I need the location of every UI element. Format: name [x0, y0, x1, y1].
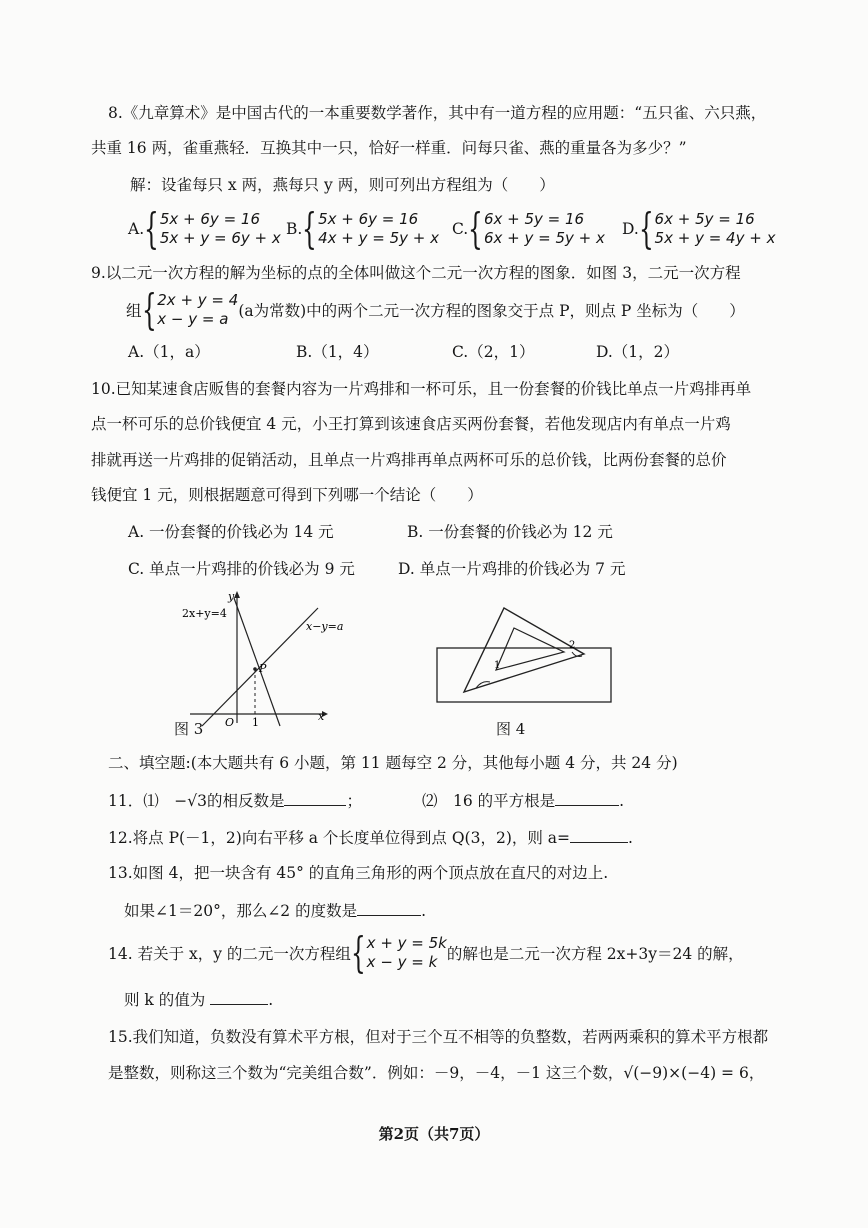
equation: 6x + 5y = 16	[654, 210, 755, 228]
q15-line1: 15.我们知道，负数没有算术平方根，但对于三个互不相等的负整数，若两两乘积的算术平方根都	[108, 1028, 769, 1046]
brace-icon: {	[302, 204, 318, 253]
q14-prefix: 14. 若关于 x，y 的二元一次方程组	[108, 945, 351, 963]
option-label: D.	[622, 220, 639, 238]
q8-line1: 8.《九章算术》是中国古代的一本重要数学著作，其中有一道方程的应用题：“五只雀、六只燕，	[108, 104, 767, 122]
answer-blank-13[interactable]	[357, 899, 421, 916]
line2-label: x−y=a	[306, 620, 344, 633]
equation: x + y = 5k	[366, 934, 447, 952]
line1-label: 2x+y=4	[182, 607, 227, 620]
equation: 4x + y = 5y + x	[318, 229, 439, 247]
figure-4	[432, 600, 617, 710]
answer-blank-14[interactable]	[210, 988, 268, 1005]
q8-line2: 共重 16 两，雀重燕轻．互换其中一只，恰好一样重．问每只雀、燕的重量各为多少？”	[91, 139, 687, 157]
q9-option-a[interactable]: A.（1，a）	[128, 343, 210, 361]
equation: 5x + 6y = 16	[159, 210, 260, 228]
q9-prefix: 组	[126, 302, 142, 320]
q9-suffix: (a为常数)中的两个二元一次方程的图象交于点 P，则点 P 坐标为（ ）	[238, 302, 745, 320]
q8-option-d[interactable]	[622, 204, 776, 253]
page-footer: 第2页（共7页）	[378, 1125, 490, 1143]
figure-3-caption: 图 3	[174, 720, 204, 738]
origin-label: O	[225, 716, 235, 728]
q10-option-a[interactable]: A. 一份套餐的价钱必为 14 元	[128, 523, 334, 541]
q13-end: .	[421, 902, 427, 920]
triangle-outer	[464, 608, 584, 692]
q10-line1: 10.已知某速食店贩售的套餐内容为一片鸡排和一杯可乐，且一份套餐的价钱比单点一片鸡排再单	[91, 380, 752, 398]
q14-line1	[108, 928, 744, 977]
q8-option-a[interactable]	[128, 204, 281, 253]
q14-text: 则 k 的值为	[124, 991, 206, 1009]
point-p-dot	[253, 667, 257, 671]
equation: 5x + 6y = 16	[318, 210, 419, 228]
figure-4-caption: 图 4	[496, 720, 526, 738]
option-label: A.	[128, 220, 145, 238]
q12-end: .	[628, 829, 633, 847]
equation: 5x + y = 4y + x	[654, 229, 776, 247]
q11-a-text: 11．⑴ −√3的相反数是	[108, 792, 285, 810]
q13-line1: 13.如图 4，把一块含有 45° 的直角三角形的两个顶点放在直尺的对边上.	[108, 864, 609, 882]
q11-part-a	[108, 789, 362, 812]
q9-option-c[interactable]: C.（2，1）	[452, 343, 535, 361]
q8-line3: 解：设雀每只 x 两，燕每只 y 两，则可列出方程组为（ ）	[130, 176, 555, 194]
q12	[108, 826, 633, 849]
q11-b-end: .	[619, 792, 625, 810]
section-2-heading: 二、填空题:(本大题共有 6 小题，第 11 题每空 2 分，其他每小题 4 分，共 24 分)	[108, 754, 678, 772]
q9-option-d[interactable]: D.（1，2）	[596, 343, 680, 361]
equation: 5x + y = 6y + x	[159, 229, 281, 247]
equation: x − y = k	[366, 953, 438, 971]
brace-icon: {	[144, 204, 159, 253]
ruler	[437, 648, 611, 702]
figure-3	[170, 588, 350, 728]
q15-line2: 是整数，则称这三个数为“完美组合数”．例如：－9，－4，－1 这三个数，√(−9)×(−4) = 6，	[108, 1064, 765, 1082]
q8-option-b[interactable]	[286, 204, 439, 253]
brace-icon: {	[350, 928, 366, 977]
x-label: x	[318, 710, 325, 723]
q10-line2: 点一杯可乐的总价钱便宜 4 元，小王打算到该速食店买两份套餐，若他发现店内有单点一片鸡	[91, 415, 731, 433]
q10-line4: 钱便宜 1 元，则根据题意可得到下列哪一个结论（ ）	[91, 486, 483, 504]
answer-blank-11a[interactable]	[284, 789, 346, 806]
q14-end: .	[268, 991, 274, 1009]
tick-label: 1	[252, 716, 259, 728]
answer-blank-12[interactable]	[570, 826, 628, 843]
option-label: C.	[452, 220, 469, 238]
q11-a-end: ；	[346, 792, 362, 810]
q12-text: 12.将点 P(－1，2)向右平移 a 个长度单位得到点 Q(3，2)，则 a=	[108, 829, 571, 847]
q10-option-c[interactable]: C. 单点一片鸡排的价钱必为 9 元	[128, 560, 355, 578]
q9-option-b[interactable]: B.（1，4）	[296, 343, 379, 361]
q9-line1: 9.以二元一次方程的解为坐标的点的全体叫做这个二元一次方程的图象．如图 3，二元一次方程	[91, 264, 741, 282]
q14-suffix: 的解也是二元一次方程 2x+3y＝24 的解，	[446, 945, 744, 963]
angle-1-label: 1	[494, 660, 501, 671]
angle-2-label: 2	[569, 640, 576, 651]
equation: 6x + 5y = 16	[483, 210, 585, 228]
equation: 6x + y = 5y + x	[483, 229, 605, 247]
q11-b-text: ⑵ 16 的平方根是	[422, 792, 556, 810]
q14-line2	[124, 988, 273, 1011]
q10-option-b[interactable]: B. 一份套餐的价钱必为 12 元	[407, 523, 613, 541]
equation: 2x + y = 4	[157, 291, 239, 309]
q13-line2	[124, 899, 426, 922]
q10-option-d[interactable]: D. 单点一片鸡排的价钱必为 7 元	[398, 560, 626, 578]
brace-icon: {	[638, 204, 654, 253]
q13-text: 如果∠1＝20°，那么∠2 的度数是	[124, 902, 358, 920]
brace-icon: {	[141, 285, 157, 334]
brace-icon: {	[468, 204, 483, 253]
q10-line3: 排就再送一片鸡排的促销活动，且单点一片鸡排再单点两杯可乐的总价钱，比两份套餐的总价	[91, 451, 727, 469]
equation: x − y = a	[157, 310, 229, 328]
q9-line2	[126, 285, 745, 334]
option-label: B.	[286, 220, 303, 238]
point-p-label: P	[259, 662, 267, 675]
y-label: y	[228, 590, 235, 603]
answer-blank-11b[interactable]	[555, 789, 619, 806]
q11-part-b	[422, 789, 624, 812]
line-2x-plus-y	[234, 598, 280, 726]
q8-option-c[interactable]	[452, 204, 605, 253]
y-axis-arrow-icon	[234, 591, 240, 598]
